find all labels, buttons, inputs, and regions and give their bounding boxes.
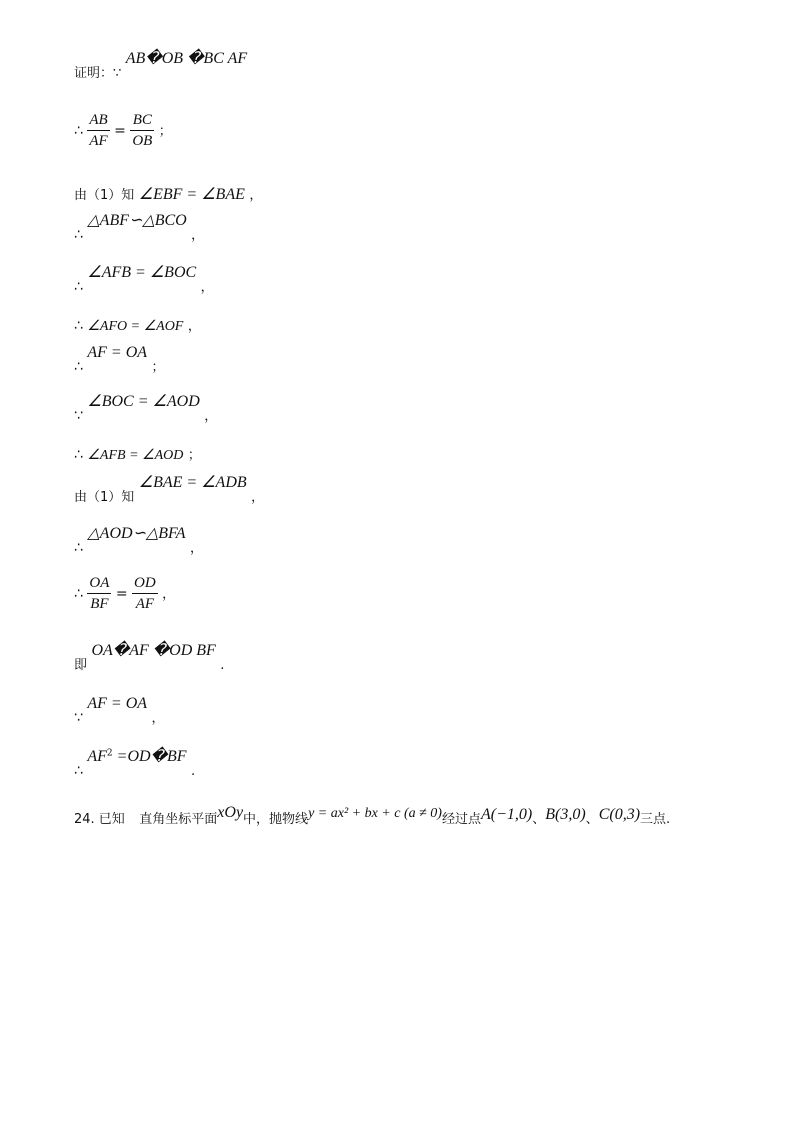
therefore-symbol: ∴	[74, 763, 83, 779]
proof-line-10: 由（1）知 ∠BAE = ∠ADB ，	[74, 474, 265, 505]
proof-line-12: ∴ $\frac{OA}{BF}$ = $\frac{OD}{AF}$ ，	[74, 575, 176, 612]
proof-line-15: ∴ $AF^2$ =OD�BF .	[74, 748, 196, 779]
point-c: C(0,3)	[598, 806, 641, 823]
math-expression: OA�AF �OD BF	[91, 642, 216, 659]
therefore-symbol: ∴	[74, 359, 83, 375]
math-expression: AF = OA	[87, 344, 148, 361]
because-symbol: ∵	[74, 408, 83, 424]
proof-line-14: ∵ AF = OA ，	[74, 695, 165, 726]
proof-line-2: ∴ $\frac{AB}{AF}$ = $\frac{BC}{OB}$ ；	[74, 112, 172, 149]
math-expression: AB�OB �BC AF	[125, 50, 248, 67]
point-b: B(3,0)	[545, 806, 586, 823]
math-expression: ∠AFO = ∠AOF	[87, 319, 184, 334]
proof-line-8: ∵ ∠BOC = ∠AOD ，	[74, 393, 218, 424]
equals-sign: =	[114, 123, 126, 139]
proof-line-1	[74, 50, 248, 82]
because-symbol: ∵	[74, 710, 83, 726]
therefore-symbol: ∴	[74, 123, 83, 139]
therefore-symbol: ∴	[74, 447, 83, 463]
proof-line-6: ∴ ∠AFO = ∠AOF ，	[74, 318, 201, 334]
math-expression: ∠BAE = ∠ADB	[138, 474, 247, 491]
therefore-symbol: ∴	[74, 586, 83, 602]
proof-line-3: 由（1）知 ∠EBF = ∠BAE ，	[74, 186, 263, 203]
fraction-bc-ob: $\frac{BC}{OB}$	[132, 112, 153, 149]
fraction-ab-af: $\frac{AB}{AF}$	[89, 112, 108, 149]
therefore-symbol: ∴	[74, 279, 83, 295]
therefore-symbol: ∴	[74, 540, 83, 556]
math-expression: ∠AFB = ∠BOC	[87, 264, 197, 281]
proof-line-11: ∴ △AOD∽△BFA ，	[74, 525, 203, 556]
proof-line-7: ∴ AF = OA ；	[74, 344, 165, 375]
math-expression: △AOD∽△BFA	[87, 525, 186, 542]
proof-line-13: 即 OA�AF �OD BF .	[74, 642, 225, 673]
proof-prefix: 证明：∵	[74, 66, 122, 81]
therefore-symbol: ∴	[74, 227, 83, 243]
proof-line-5: ∴ ∠AFB = ∠BOC ，	[74, 264, 214, 295]
math-expression: ∠BOC = ∠AOD	[87, 393, 200, 410]
math-expression: △ABF∽△BCO	[87, 212, 187, 229]
parabola-equation: y = ax² + bx + c (a ≠ 0)	[308, 806, 442, 821]
equals-sign: =	[115, 586, 128, 602]
question-number: 24. 已知	[74, 812, 125, 827]
point-a: A(−1,0)	[480, 806, 533, 823]
math-expression: AF	[87, 748, 107, 765]
fraction-od-af: $\frac{OD}{AF}$	[134, 575, 156, 612]
question-24: 24. 已知 直角坐标平面xOy中，抛物线y = ax² + bx + c (a ≠ 0)经过点A(−1,0)、B(3,0)、C(0,3)三点.	[74, 804, 671, 827]
fraction-oa-bf: $\frac{OA}{BF}$	[89, 575, 110, 612]
proof-line-9: ∴ ∠AFB = ∠AOD ；	[74, 447, 201, 463]
math-expression: ∠EBF = ∠BAE	[138, 186, 245, 203]
math-expression: AF = OA	[87, 695, 148, 712]
math-expression: ∠AFB = ∠AOD	[87, 448, 184, 463]
proof-line-4: ∴ △ABF∽△BCO ，	[74, 212, 205, 243]
therefore-symbol: ∴	[74, 318, 83, 334]
